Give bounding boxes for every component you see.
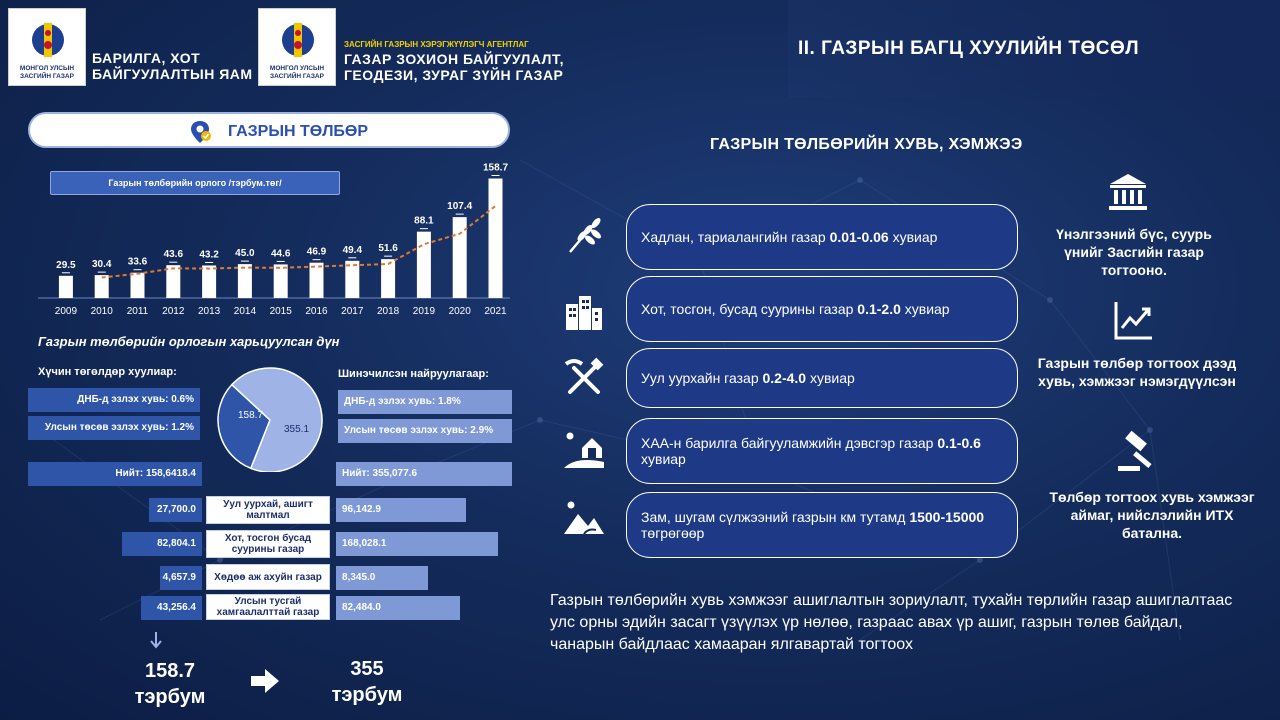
year-label: 2013 [197, 306, 221, 317]
soyombo-emblem-icon [281, 17, 315, 63]
bar-2019 [417, 232, 431, 298]
agency-name: ЗАСГИЙН ГАЗРЫН ХЭРЭГЖҮҮЛЭГЧ АГЕНТЛАГ ГАЗАР ЗОХИОН БАЙГУУЛАЛТ, ГЕОДЕЗИ, ЗУРАГ ЗҮЙН ГАЗАР [344, 40, 564, 83]
rate-item-text: Уул уурхайн газар 0.2-4.0 хувиар [641, 370, 855, 386]
buildings-icon [562, 290, 606, 332]
year-label: 2010 [90, 306, 113, 317]
government-logo [8, 8, 86, 86]
category-right-value: 8,345.0 [336, 566, 428, 590]
bar-2014 [238, 264, 252, 298]
bar-2015 [274, 264, 288, 298]
year-label: 2021 [484, 306, 507, 317]
category-left-value: 27,700.0 [149, 498, 202, 522]
right-heading: Шинэчилсэн найруулагаар: [338, 368, 489, 380]
value-label: 158.7 [482, 162, 509, 174]
value-label: 88.1 [414, 215, 434, 227]
year-label: 2015 [269, 306, 292, 317]
note-valuation-zones: Үнэлгээний бүс, суурь үнийг Засгийн газар тогтооно. [1056, 226, 1212, 278]
left-total: Нийт: 158,6418.4 [28, 462, 202, 486]
year-label: 2014 [233, 306, 257, 317]
logo-caption: МОНГОЛ УЛСЫН ЗАСГИЙН ГАЗАР [269, 65, 325, 80]
right-budget-share: Улсын төсөв эзлэх хувь: 2.9% [338, 419, 512, 443]
rate-item-roads [626, 492, 1018, 558]
total-after: 355 тэрбум [331, 658, 403, 706]
value-label: 49.4 [342, 244, 363, 256]
logo-caption: МОНГОЛ УЛСЫН ЗАСГИЙН ГАЗАР [19, 65, 75, 80]
mining-tools-icon [562, 356, 606, 398]
year-label: 2016 [305, 306, 328, 317]
category-right-value: 168,028.1 [336, 532, 498, 556]
rates-title: ГАЗРЫН ТӨЛБӨРИЙН ХУВЬ, ХЭМЖЭЭ [710, 136, 1023, 153]
category-left-value: 82,804.1 [122, 532, 202, 556]
rate-item-settlement [626, 276, 1018, 342]
category-right-value: 82,484.0 [336, 596, 460, 620]
bar-2021 [489, 179, 503, 298]
bar-2016 [310, 263, 324, 298]
ministry-name: БАРИЛГА, ХОТ БАЙГУУЛАЛТЫН ЯАМ [92, 50, 253, 82]
comparison-title: Газрын төлбөрийн орлогын харьцуулсан дүн [38, 334, 340, 349]
agency-logo [258, 8, 336, 86]
down-arrow-icon [146, 632, 166, 650]
value-label: 29.5 [56, 259, 76, 271]
value-label: 43.6 [163, 249, 184, 261]
value-label: 46.9 [306, 246, 327, 258]
rate-item-agri-buildings [626, 418, 1018, 484]
comparison-pie-chart [208, 366, 332, 472]
value-label: 45.0 [235, 248, 255, 260]
total-before: 158.7 тэрбум [134, 660, 206, 708]
trend-line [102, 206, 496, 278]
value-label: 44.6 [270, 248, 291, 260]
year-label: 2012 [162, 306, 185, 317]
category-name: Уул уурхай, ашигт малтмал [206, 496, 330, 524]
pie-label-current: 158.7 [238, 410, 264, 421]
pie-label-revised: 355.1 [284, 424, 310, 435]
topic-pill [28, 112, 510, 148]
chart-title: Газрын төлбөрийн орлого /тэрбум.төг/ [50, 171, 340, 195]
right-arrow-icon [250, 668, 280, 694]
topic-pill-label: ГАЗРЫН ТӨЛБӨР [228, 123, 369, 140]
year-label: 2011 [126, 306, 149, 317]
rate-item-text: Зам, шугам сүлжээний газрын км тутамд 1500-15000 төгрөгөөр [641, 509, 985, 541]
trend-up-icon [1112, 298, 1156, 342]
mountain-road-icon [562, 496, 606, 538]
category-left-value: 43,256.4 [141, 596, 202, 620]
section-title: II. ГАЗРЫН БАГЦ ХУУЛИЙН ТӨСӨЛ [798, 38, 1140, 59]
gavel-icon [1116, 430, 1160, 474]
right-gdp-share: ДНБ-д эзлэх хувь: 1.8% [338, 390, 512, 414]
left-budget-share: Улсын төсөв эзлэх хувь: 1.2% [28, 416, 200, 440]
bar-2010 [95, 275, 109, 298]
note-local-council: Төлбөр тогтоох хувь хэмжээг аймаг, нийслэлийн ИТХ батална. [1049, 489, 1255, 541]
farm-barn-icon [562, 428, 606, 470]
year-label: 2020 [448, 306, 471, 317]
year-label: 2018 [376, 306, 400, 317]
value-label: 107.4 [447, 201, 473, 213]
rate-item-text: Хот, тосгон, бусад суурины газар 0.1-2.0 хувиар [641, 301, 950, 317]
category-left-value: 4,657.9 [160, 566, 202, 590]
right-total: Нийт: 355,077.6 [336, 462, 512, 486]
category-name: Хөдөө аж ахуйн газар [206, 564, 330, 590]
note-max-rates: Газрын төлбөр тогтоох дээд хувь, хэмжээг нэмэгдүүлсэн [1037, 355, 1237, 389]
left-heading: Хүчин төгөлдөр хуулиар: [38, 366, 177, 378]
category-name: Хот, тосгон бусад суурины газар [206, 530, 330, 558]
section-title-banner [788, 0, 1280, 98]
soyombo-emblem-icon [31, 17, 65, 63]
rate-item-hay-cropland [626, 204, 1018, 270]
bottom-paragraph: Газрын төлбөрийн хувь хэмжээг ашиглалтын зориулалт, тухайн төрлийн газар ашиглалтаас улс орны эдийн засагт үзүүлэх үр нөлөө, газраас авах үр ашиг, газрын төлөв байдал, чанарын байдлаас хамааран ялгавартай тогтоох [550, 592, 1233, 653]
rate-item-text: Хадлан, тариалангийн газар 0.01-0.06 хувиар [641, 229, 938, 245]
value-label: 30.4 [91, 259, 112, 271]
value-label: 51.6 [378, 243, 398, 255]
bar-2013 [202, 265, 216, 298]
year-label: 2017 [341, 306, 364, 317]
location-pin-icon [190, 120, 212, 144]
rate-item-text: ХАА-н барилга байгууламжийн дэвсгэр газар 0.1-0.6 хувиар [641, 435, 981, 467]
bar-2009 [59, 276, 73, 298]
value-label: 33.6 [127, 256, 148, 268]
rate-item-mining [626, 348, 1018, 408]
wheat-icon [562, 214, 606, 256]
left-gdp-share: ДНБ-д эзлэх хувь: 0.6% [28, 388, 200, 412]
year-label: 2009 [54, 306, 78, 317]
government-building-icon [1106, 170, 1150, 214]
category-right-value: 96,142.9 [336, 498, 466, 522]
year-label: 2019 [412, 306, 436, 317]
value-label: 43.2 [199, 249, 219, 261]
bar-2012 [166, 265, 180, 298]
bar-2011 [131, 273, 145, 298]
category-name: Улсын тусгай хамгаалалттай газар [206, 594, 330, 620]
